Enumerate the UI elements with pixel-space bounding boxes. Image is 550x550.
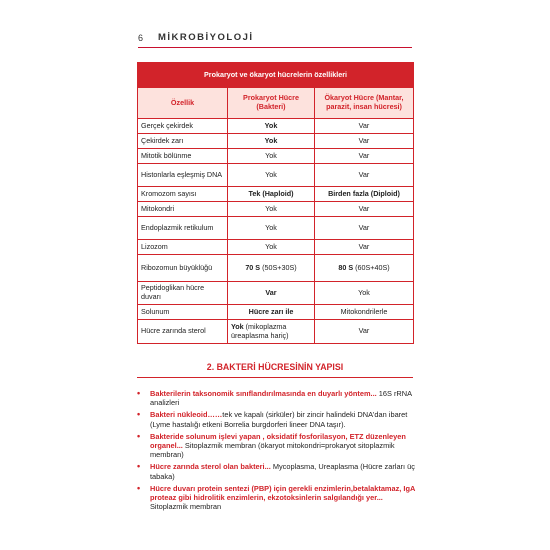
table-row [138,149,414,164]
bullet-icon: • [137,409,141,420]
prokaryote-cell: Yok [228,240,315,255]
feature-cell: Mitokondri [138,202,228,217]
prokaryote-cell [228,320,315,344]
feature-cell: Peptidoglikan hücre duvarı [138,282,228,305]
bullet-lead: Bakterilerin taksonomik sınıflandırılmasında en duyarlı yöntem... [150,389,377,398]
eukaryote-cell: Var [315,217,414,240]
eukaryote-cell: Mitokondrilerle [315,305,414,320]
prokaryote-cell: Tek (Haploid) [228,187,315,202]
prokaryote-cell: Yok [228,164,315,187]
feature-cell: Endoplazmik retikulum [138,217,228,240]
prokaryote-cell: Yok [228,217,315,240]
bullet-icon: • [137,461,141,472]
eukaryote-cell: Var [315,240,414,255]
comparison-table [137,62,414,344]
table-row [138,202,414,217]
eukaryote-cell: Var [315,164,414,187]
book-title: MİKROBİYOLOJİ [158,32,254,43]
section-title: 2. BAKTERİ HÜCRESİNİN YAPISI [206,362,344,372]
feature-cell: Hücre zarında sterol [138,320,228,344]
bullet-text: 16S rRNA analizleri [150,389,412,408]
prokaryote-cell: Var [228,282,315,305]
bullet-text: Sitoplazmik membran [150,502,222,512]
table-row [138,119,414,134]
page-header [138,31,412,46]
sterol-value: Yok [231,321,244,331]
feature-cell: Kromozom sayısı [138,187,228,202]
feature-cell: Solunum [138,305,228,320]
sterol-exception-note: (mikoplazma üreaplasma hariç) [231,321,289,340]
list-item [137,389,419,407]
section-rule [137,377,413,378]
list-item [137,462,419,480]
prokaryote-cell: Hücre zarı ile [228,305,315,320]
prokaryote-cell: Yok [228,134,315,149]
prokaryote-cell [228,255,315,282]
table-title: Prokaryot ve ökaryot hücrelerin özellikleri [138,63,414,88]
eukaryote-cell: Birden fazla (Diploid) [315,187,414,202]
table-row [138,282,414,305]
eukaryote-cell: Var [315,202,414,217]
ribosome-subunits: (50S+30S) [260,262,297,272]
table-row [138,255,414,282]
table-row [138,305,414,320]
table-row [138,217,414,240]
table-row [138,134,414,149]
table-row [138,320,414,344]
bullet-text: Mycoplasma, Ureaplasma (Hücre zarları üç tabaka) [150,462,415,481]
prokaryote-cell: Yok [228,119,315,134]
eukaryote-cell: Yok [315,282,414,305]
table-row [138,164,414,187]
ribosome-subunits: (60S+40S) [353,262,390,272]
list-item [137,432,419,460]
feature-cell: Lizozom [138,240,228,255]
bullet-lead: Hücre duvarı protein sentezi (PBP) için gerekli enzimlerin,betalaktamaz, IgA proteaz gibi hidrolitik enzimlerin, ekzotoksinlerin salgılandığı yer... [150,483,416,503]
list-item [137,484,419,512]
feature-cell: Mitotik bölünme [138,149,228,164]
page-number: 6 [138,33,144,43]
bullet-lead: Bakteride solunum işlevi yapan , oksidatif fosforilasyon, ETZ düzenleyen organel... [150,431,406,451]
feature-cell: Çekirdek zarı [138,134,228,149]
list-item [137,410,419,428]
table-row [138,187,414,202]
feature-cell: Ribozomun büyüklüğü [138,255,228,282]
bullet-lead: Bakteri nükleoid…… [150,410,223,420]
eukaryote-cell: Var [315,149,414,164]
feature-cell: Histonlarla eşleşmiş DNA [138,164,228,187]
bullet-text: Sitoplazmik membran (ökaryot mitokondri=prokaryot sitoplazmik membran) [150,441,395,460]
bullet-icon: • [137,482,141,493]
eukaryote-cell: Var [315,134,414,149]
prokaryote-cell: Yok [228,202,315,217]
feature-cell: Gerçek çekirdek [138,119,228,134]
bullet-icon: • [137,388,141,398]
col-header-feature: Özellik [138,88,228,119]
bullet-text: tek ve kapalı (sirküler) bir zincir halindeki DNA'dan ibaret (Lyme hastalığı etkeni Borrelia burgdorferi lineer DNA taşır). [150,410,408,429]
header-rule [138,47,412,48]
ribosome-size-value: 70 S [245,262,261,272]
table-row [138,240,414,255]
col-header-prokaryote: Prokaryot Hücre (Bakteri) [228,88,315,119]
ribosome-size-value: 80 S [338,262,354,272]
prokaryote-cell: Yok [228,149,315,164]
eukaryote-cell: Var [315,320,414,344]
col-header-eukaryote: Ökaryot Hücre (Mantar, parazit, insan hücresi) [315,88,414,119]
bullet-lead: Hücre zarında sterol olan bakteri... [150,462,271,472]
eukaryote-cell [315,255,414,282]
eukaryote-cell: Var [315,119,414,134]
bullet-icon: • [137,430,141,441]
bullet-list [137,389,419,514]
